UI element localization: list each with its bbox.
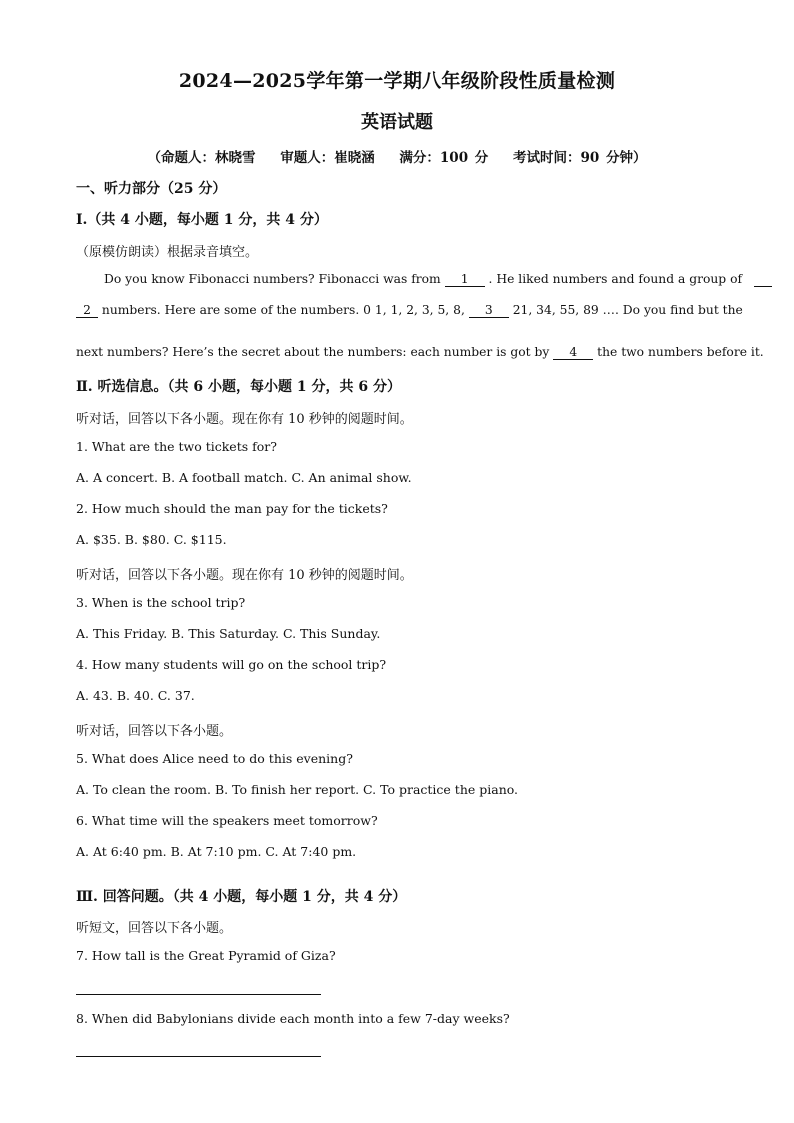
passage-text: 1, 1, 2, 3, 5, 8, [374,303,465,317]
blank-1[interactable]: 1 [445,272,485,287]
question-4-options[interactable]: A. 43. B. 40. C. 37. [76,688,195,703]
section3-heading: Ⅲ. 回答问题。（共 4 小题，每小题 1 分，共 4 分） [76,889,407,905]
question-3: 3. When is the school trip? [76,595,246,610]
blank-4[interactable]: 4 [553,345,593,360]
question-6: 6. What time will the speakers meet tomorrow? [76,813,378,828]
passage-text: . He liked numbers and found a group of [488,272,743,286]
passage-line-1 [104,272,772,287]
section2-instruction: 听对话，回答以下各小题。 [76,724,233,739]
question-2-options[interactable]: A. $35. B. $80. C. $115. [76,532,227,547]
exam-title: 2024—2025学年第一学期八年级阶段性质量检测 [178,70,616,92]
question-1: 1. What are the two tickets for? [76,439,277,454]
question-5: 5. What does Alice need to do this evening? [76,751,353,766]
passage-text: next numbers? Here’s the secret about the numbers: each number is got by [76,345,550,359]
question-5-options[interactable]: A. To clean the room. B. To finish her report. C. To practice the piano. [76,782,519,797]
section2-heading: Ⅱ. 听选信息。（共 6 小题，每小题 1 分，共 6 分） [76,379,402,395]
question-3-options[interactable]: A. This Friday. B. This Saturday. C. This Sunday. [76,626,381,641]
section3-instruction: 听短文，回答以下各小题。 [76,921,233,936]
passage-line-2 [76,303,743,318]
section2-instruction: 听对话，回答以下各小题。现在你有 10 秒钟的阅题时间。 [76,412,413,427]
exam-time: 考试时间：90 分钟） [513,150,647,166]
full-score: 满分：100 分 [399,150,489,166]
passage-line-3 [76,345,764,360]
exam-meta [0,146,794,166]
section2-instruction: 听对话，回答以下各小题。现在你有 10 秒钟的阅题时间。 [76,568,413,583]
section1-heading: Ⅰ.（共 4 小题，每小题 1 分，共 4 分） [76,212,328,228]
setter: （命题人：林晓雪 [147,150,256,166]
blank-2-start[interactable] [754,272,772,287]
passage-text: 21, 34, 55, 89 …. Do you find but the [512,303,743,317]
question-8: 8. When did Babylonians divide each month into a few 7-day weeks? [76,1011,510,1026]
question-7: 7. How tall is the Great Pyramid of Giza? [76,948,336,963]
question-2: 2. How much should the man pay for the tickets? [76,501,388,516]
blank-3[interactable]: 3 [469,303,509,318]
passage-text: the two numbers before it. [597,345,764,359]
section1-instruction: （原模仿朗读）根据录音填空。 [76,245,259,260]
passage-text: numbers. Here are some of the numbers. 0 [101,303,371,317]
answer-line-7[interactable] [76,994,321,995]
question-1-options[interactable]: A. A concert. B. A football match. C. An animal show. [76,470,412,485]
question-6-options[interactable]: A. At 6:40 pm. B. At 7:10 pm. C. At 7:40 pm. [76,844,357,859]
question-4: 4. How many students will go on the school trip? [76,657,387,672]
reviewer: 审题人：崔晓涵 [280,150,375,166]
part1-heading: 一、听力部分（25 分） [76,181,227,197]
blank-2[interactable]: 2 [76,303,98,318]
exam-subtitle: 英语试题 [361,112,433,133]
answer-line-8[interactable] [76,1056,321,1057]
passage-text: Do you know Fibonacci numbers? Fibonacci was from [104,272,441,286]
